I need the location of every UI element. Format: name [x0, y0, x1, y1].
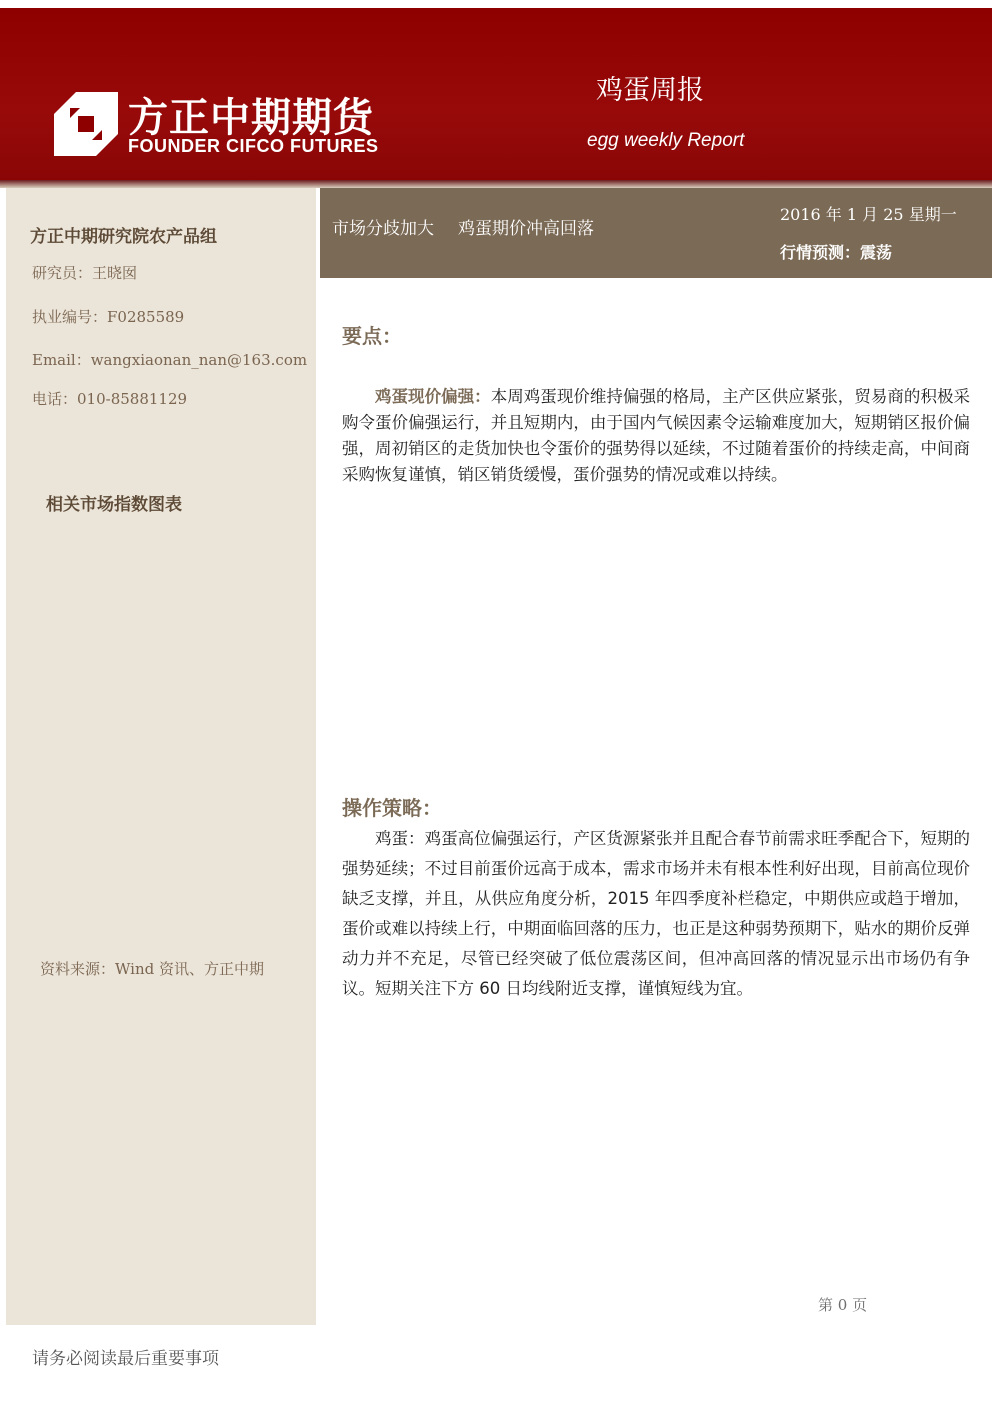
data-source: 资料来源：Wind 资讯、方正中期 — [40, 960, 264, 978]
phone-number: 电话：010-85881129 — [32, 390, 188, 408]
researcher-name: 研究员：王晓囡 — [32, 264, 138, 282]
header-divider — [0, 180, 992, 188]
page-number: 第 0 页 — [818, 1296, 868, 1314]
brand-name-cn: 方正中期期货 — [128, 95, 374, 141]
footer-note: 请务必阅读最后重要事项 — [32, 1349, 219, 1369]
headline-part-2: 鸡蛋期价冲高回落 — [458, 219, 594, 239]
chart-section-title: 相关市场指数图表 — [46, 495, 182, 515]
report-title: 鸡蛋周报 — [596, 75, 704, 106]
strategy-paragraph: 鸡蛋：鸡蛋高位偏强运行，产区货源紧张并且配合春节前需求旺季配合下，短期的强势延续；不过目前蛋价远高于成本，需求市场并未有根本性利好出现，目前高位现价缺乏支撑，并且，从供应角度分析，2015 年四季度补栏稳定，中期供应或趋于增加，蛋价或难以持续上行，中期面临回落的压力，也正是这种弱势预期下，贴水的期价反弹动力并不充足，尽管已经突破了低位震荡区间，但冲高回落的情况显示出市场仍有争议。短期关注下方 60 日均线附近支撑，谨慎短线为宜。 — [342, 829, 970, 998]
research-group: 方正中期研究院农产品组 — [30, 227, 217, 247]
headline-part-1: 市场分歧加大 — [332, 219, 434, 239]
market-forecast: 行情预测：震荡 — [780, 243, 893, 262]
founder-logo-icon — [54, 92, 118, 156]
header-banner — [0, 8, 992, 180]
key-points-title: 要点： — [342, 324, 402, 348]
strategy-title: 操作策略： — [342, 796, 442, 820]
report-date: 2016 年 1 月 25 星期一 — [780, 205, 957, 224]
license-number: 执业编号：F0285589 — [32, 308, 185, 326]
email-address: Email：wangxiaonan_nan@163.com — [32, 351, 308, 369]
report-subtitle: egg weekly Report — [587, 130, 745, 151]
brand-name-en: FOUNDER CIFCO FUTURES — [128, 136, 379, 156]
key-points-body: 本周鸡蛋现价维持偏强的格局，主产区供应紧张，贸易商的积极采购令蛋价偏强运行，并且短期内，由于国内气候因素令运输难度加大，短期销区报价偏强，周初销区的走货加快也令蛋价的强势得以延续，不过随着蛋价的持续走高，中间商采购恢复谨慎，销区销货缓慢，蛋价强势的情况或难以持续。 — [342, 387, 971, 484]
key-points-lead: 鸡蛋现价偏强： — [375, 387, 491, 406]
key-points-paragraph — [342, 384, 970, 488]
headline — [332, 214, 594, 239]
